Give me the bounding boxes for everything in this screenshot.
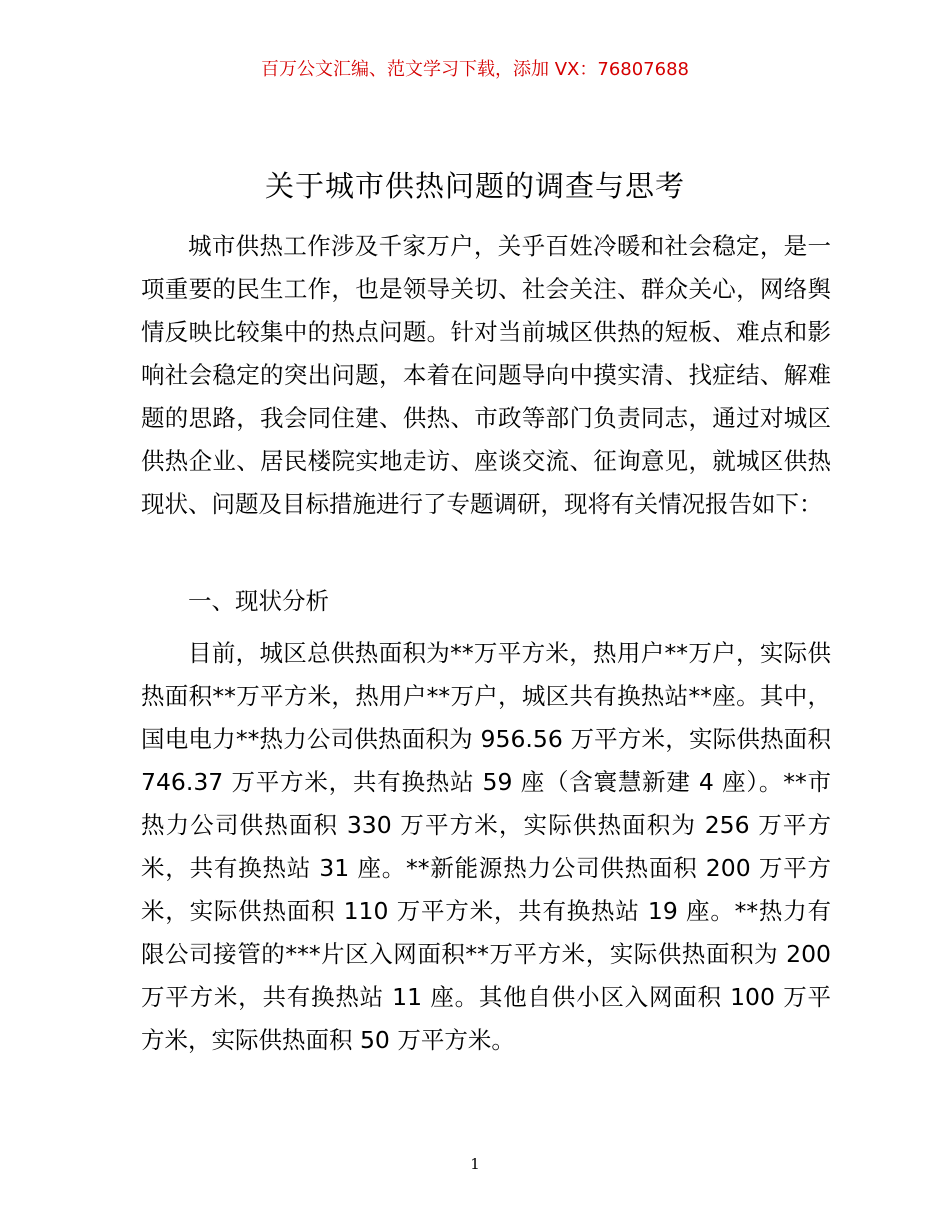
status-analysis-paragraph: 目前，城区总供热面积为**万平方米，热用户**万户，实际供热面积**万平方米，热用户**万户，城区共有换热站**座。其中，国电电力**热力公司供热面积为 956.56 万平方米，实际供热面积 746.37 万平方米，共有换热站 59 座（含寰慧新建 4 座）。**市热力公司供热面积 330 万平方米，实际供热面积为 256 万平方米，共有换热站 31 座。**新能源热力公司供热面积 200 万平方米，实际供热面积 110 万平方米，共有换热站 19 座。**热力有限公司接管的***片区入网面积**万平方米，实际供热面积为 200 万平方米，共有换热站 11 座。其他自供小区入网面积 100 万平方米，实际供热面积 50 万平方米。 bbox=[141, 639, 831, 1054]
header-watermark-text: 百万公文汇编、范文学习下载，添加 VX：76807688 bbox=[261, 59, 689, 80]
intro-paragraph: 城市供热工作涉及千家万户，关乎百姓冷暖和社会稳定，是一项重要的民生工作，也是领导关切、社会关注、群众关心，网络舆情反映比较集中的热点问题。针对当前城区供热的短板、难点和影响社会稳定的突出问题，本着在问题导向中摸实清、找症结、解难题的思路，我会同住建、供热、市政等部门负责同志，通过对城区供热企业、居民楼院实地走访、座谈交流、征询意见，就城区供热现状、问题及目标措施进行了专题调研，现将有关情况报告如下： bbox=[141, 232, 831, 518]
document-title: 关于城市供热问题的调查与思考 bbox=[264, 169, 685, 203]
section-heading-status-analysis: 一、现状分析 bbox=[188, 587, 329, 615]
page-number: 1 bbox=[470, 1155, 480, 1173]
